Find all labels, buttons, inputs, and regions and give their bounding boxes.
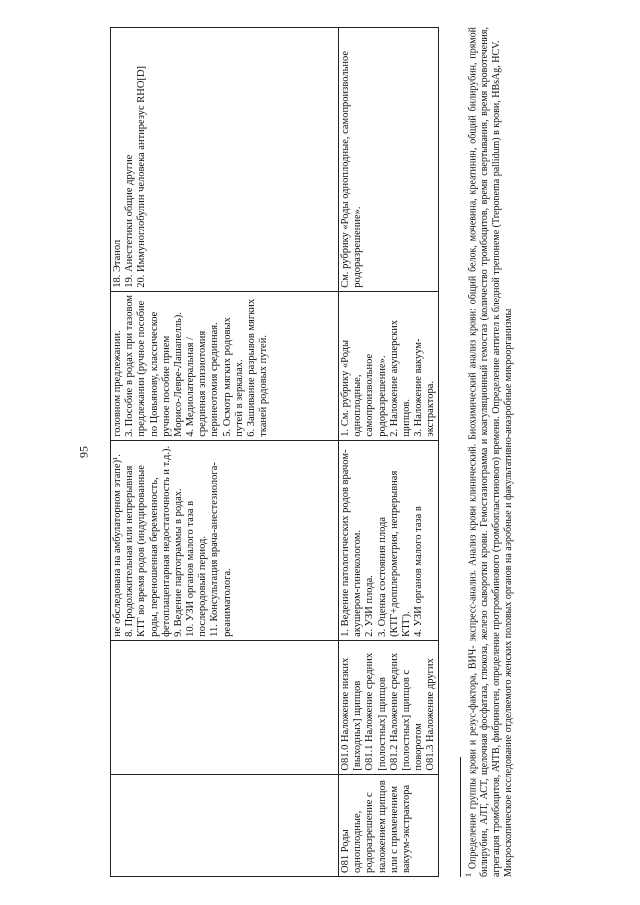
treatment-list [340,295,437,437]
list-item: 5. Осмотр мягких родовых путей в зеркалах. [221,317,245,437]
table-cell-drugs: См. рубрику «Роды одноплодные, самопроизвольное родоразрешение». [339,28,439,292]
list-item: 9. Ведение партограммы в родах. [172,488,184,637]
list-item: 3. Наложение вакуум-экстрактора. [413,338,437,437]
table-cell-diagnostics [339,440,439,640]
table-cell-subcodes [111,640,339,774]
rotated-document-body [110,27,630,877]
list-item: O81.1 Наложение средних [полостных] щипцов [364,652,388,771]
list-item: 10. УЗИ органов малого таза в послеродовый период. [185,500,209,637]
list-item: 11. Консультация врача-анестезиолога-реаниматолога. [209,462,233,637]
footnote-paragraph: Микроскопическое исследование отделяемого женских половых органов на аэробные и факультативно-анаэробные микроорганизмы [503,308,515,877]
list-item: O81.2 Наложение средних [полостных] щипцов с поворотом [388,652,425,771]
table-cell-subcodes [339,640,439,774]
list-item: 8. Продолжительная или непрерывная КТГ во время родов (индуцированные роды, переношенная беременность, фетоплацентарная недостаточность и т.д.). [124,445,172,637]
table-cell-drugs [111,28,339,292]
table-cell-treatment [339,291,439,440]
clinical-protocol-table [110,27,439,877]
table-row [111,28,339,877]
footnote-paragraph [464,27,503,877]
footnote-divider [460,757,461,877]
list-item: 1. См. рубрику «Роды одноплодные, самопроизвольное родоразрешение». [340,339,388,437]
list-item: O81.0 Наложение низких [выходных] щипцов [340,657,364,771]
list-item: 18. Этанол [112,239,123,288]
list-item: O81.3 Наложение других [425,658,437,771]
list-item: 6. Зашивание разрывов мягких тканей родовых путей. [245,298,270,437]
table-cell-code: O81 Роды одноплодные, родоразрешение с наложением щипцов или с применением вакуум-экстрактора [339,774,439,876]
list-item: 20. Иммуноглобулин человека антирезус RHO[D] [136,65,148,288]
list-item: не обследована на амбулаторном этапе)¹. [112,454,123,637]
list-item: головном предлежании. [112,330,123,437]
drugs-list [112,31,149,288]
table-row [339,28,439,877]
list-item: 1. Ведение патологических родов врачом-акушером-гинекологом. [340,449,364,637]
page-number: 95 [76,446,91,458]
footnote-text [464,27,515,877]
list-item: 4. УЗИ органов малого таза в [413,506,425,637]
list-item: 3. Пособие в родах при тазовом предлежании (ручное пособие по Цовьянову, классическое ручное пособие прием Морисо-Левре-Лашапелль). [124,294,184,437]
list-item: 3. Оценка состояния плода (КТГ+допплерометрия, непрерывная КТГ). [376,470,412,637]
list-item: 19. Анестетики общие другие [124,154,136,288]
treatment-list [112,295,270,437]
footnotes [460,27,515,877]
list-item: 2. УЗИ плода. [364,575,376,637]
diagnostics-list [112,444,234,637]
table-cell-diagnostics [111,440,339,640]
footnote-paragraph-text: Определение группы крови и резус-фактора, ВИЧ- экспресс-анализ. Анализ крови клинический. Биохимический анализ крови: общий белок, мочевина, креатинин, общий билирубин, прямой билирубин, АЛТ, АСТ, щелочная фосфатаза, глюкоза, железо сыворотки крови. Гемостазиограмма и коагуляционный гемостаз (количество тромбоцитов, время свертывания, время кровотечения, агрегация тромбоцитов, АЧТВ, фибриноген, определение протромбинового (тромбопластинового) времени. Определение антител к бледной трепонеме (Treponema pallidum) в крови, HBsAg, HCV. [467,27,503,877]
subcodes-list [340,644,437,771]
table-cell-code [111,774,339,876]
footnote-marker: 1 [464,873,473,877]
table-cell-treatment [111,291,339,440]
list-item: 4. Медиолатеральная / срединная эпизиотомия перинеотомия срединная. [185,322,221,437]
list-item: 2. Наложение акушерских щипцов. [388,319,412,437]
diagnostics-list [340,444,425,637]
